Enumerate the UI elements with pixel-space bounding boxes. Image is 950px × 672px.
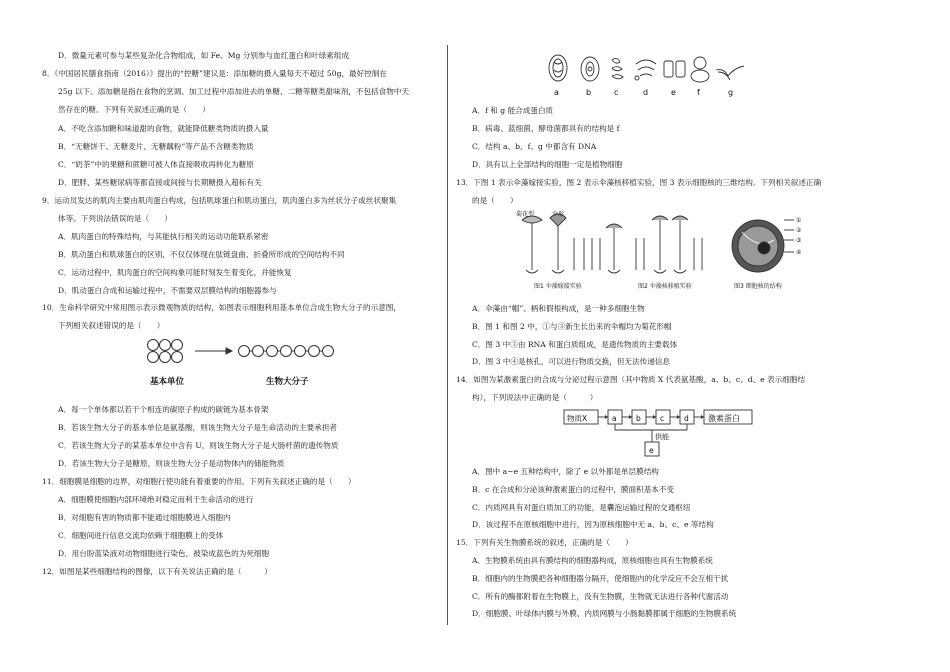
q13-option-c: C．图 3 中③由 RNA 和蛋白质组成，是遗传物质的主要载体 <box>472 340 678 349</box>
caption-figure2: 图2 伞藻核移植实验 <box>638 283 692 290</box>
q12-option-a: A．f 和 g 能合成蛋白质 <box>472 106 554 115</box>
q15-option-b: B．细胞内的生物膜把各种细胞器分隔开，使细胞内的化学反应不会互相干扰 <box>472 574 729 583</box>
q14-stem-line1: 14．如图为某激素蛋白的合成与分泌过程示意图（其中物质 X 代表氨基酸，a、b、c、d、e 表示细胞结 <box>456 375 806 384</box>
label-a: a <box>612 414 617 423</box>
q12-organelle-figure <box>540 48 770 98</box>
q13-acetabularia-figure <box>512 208 812 292</box>
q8-stem-line3: 然存在的糖。下列有关叙述正确的是（ ） <box>58 105 210 114</box>
organelle-f-icon <box>691 57 709 82</box>
fig-label-c: c <box>614 88 619 97</box>
polymer-chain <box>239 346 334 357</box>
q10-stem-line1: 10．生命科学研究中常用图示表示微观物质的结构，如图表示细胞利用基本单位合成生物大分子的示意图， <box>42 303 401 312</box>
q13-option-a: A．伞藻由“帽”、柄和假根构成，是一种多细胞生物 <box>472 304 645 313</box>
q9-option-b: B．肌动蛋白和肌球蛋白的区别，不仅仅体现在肽链盘曲、折叠所形成的空间结构不同 <box>58 250 345 259</box>
q15-option-a: A．生物膜系统由具有膜结构的细胞器构成，原核细胞也具有生物膜系统 <box>472 556 713 565</box>
q12-option-b: B．病毒、蓝细菌、酵母菌都具有的结构是 f <box>472 124 620 133</box>
q9-option-d: D．肌动蛋白合成和运输过程中，不需要双层膜结构的细胞器参与 <box>58 286 277 295</box>
q12-stem: 12．如图是某些细胞结构的图像，以下有关说法正确的是（ ） <box>42 567 272 576</box>
q9-option-a: A．肌肉蛋白的特殊结构，与其能执行相关的运动功能联系紧密 <box>58 232 269 241</box>
organelle-g-icon <box>716 66 744 80</box>
label-c: c <box>660 414 665 423</box>
organelle-b-icon <box>581 57 599 81</box>
nucleus-label-1: ① <box>796 217 802 224</box>
q11-option-d: D．用台盼蓝染液对动物细胞进行染色，被染成蓝色的为死细胞 <box>58 549 270 558</box>
monomer-circles <box>148 340 183 363</box>
q11-stem: 11．细胞膜是细胞的边界，对细胞行使功能有着重要的作用。下列有关叙述正确的是（ ） <box>42 477 356 486</box>
q8-option-d: D．肥胖、某些糖尿病等都直接或间接与长期糖摄入超标有关 <box>58 178 262 187</box>
q8-option-b: B．“无糖饼干、无糖麦片、无糖藕粉”等产品不含糖类物质 <box>58 142 254 151</box>
q10-option-d: D．若该生物大分子是糖原，则该生物大分子是动物体内的储能物质 <box>58 459 285 468</box>
column-divider <box>447 45 448 625</box>
q14-option-d: D．该过程不在原核细胞中进行，因为原核细胞中无 a、b、c、e 等结构 <box>472 520 714 529</box>
label-monomer: 基本单位 <box>150 377 185 387</box>
q12-option-d: D．具有以上全部结构的细胞一定是植物细胞 <box>472 160 623 169</box>
label-macromolecule: 生物大分子 <box>266 377 309 387</box>
organelle-e-icon <box>664 61 685 77</box>
label-hormone-protein: 激素蛋白 <box>708 414 740 423</box>
q8-option-a: A．不吃含添加糖和味道甜的食物，就能降低糖类物质的摄入量 <box>58 124 269 133</box>
q14-option-c: C．内质网具有对蛋白质加工的功能，是囊泡运输过程的交通枢纽 <box>472 503 691 512</box>
label-b: b <box>636 414 641 423</box>
label-substance-x: 物质X <box>567 414 588 423</box>
label-e: e <box>649 446 654 455</box>
q10-option-b: B．若该生物大分子的基本单位是氨基酸，则该生物大分子是生命活动的主要承担者 <box>58 423 337 432</box>
nucleus-label-4: ④ <box>796 249 802 256</box>
caption-figure3: 图3 细胞核的结构 <box>734 283 782 290</box>
q10-option-a: A．每一个单体都以若干个相连的碳原子构成的碳链为基本骨架 <box>58 405 269 414</box>
q9-stem-line1: 9．运动员发达的肌肉主要由肌肉蛋白构成，包括肌球蛋白和肌动蛋白，肌肉蛋白多为丝状分子或丝状聚集 <box>42 196 397 205</box>
q11-option-c: C．细胞间进行信息交流均依赖于细胞膜上的受体 <box>58 531 224 540</box>
q8-stem-line1: 8．《中国居民膳食指南（2016）》提出的“控糖”建议是：添加糖的摄入量每天不超过 50g，最好控制在 <box>42 69 388 78</box>
q10-option-c: C．若该生物大分子的某基本单位中含有 U，则该生物大分子是大肠杆菌的遗传物质 <box>58 441 339 450</box>
q14-secretion-flow <box>562 408 762 460</box>
label-d: d <box>684 414 689 423</box>
q14-stem-line2: 构），下列说法中正确的是（ ） <box>472 393 598 402</box>
q15-option-c: C．所有的酶都附着在生物膜上，没有生物膜，生物就无法进行各种代谢活动 <box>472 592 729 601</box>
q9-option-c: C．运动过程中，肌肉蛋白的空间构象可能时刻发生着变化，并能恢复 <box>58 268 292 277</box>
q12-option-c: C．结构 a、b、f、g 中都含有 DNA <box>472 142 597 151</box>
fig-label-b: b <box>586 88 592 97</box>
q15-option-d: D．细胞膜、叶绿体内膜与外膜、内质网膜与小肠黏膜都属于细胞的生物膜系统 <box>472 609 737 618</box>
q10-stem-line2: 下列相关叙述错误的是（ ） <box>58 321 165 330</box>
organelle-c-icon <box>612 58 623 78</box>
q15-stem: 15．下列有关生物膜系统的叙述，正确的是（ ） <box>456 538 633 547</box>
q13-option-d: D．图 3 中④是核孔，可以进行物质交换，但无法传递信息 <box>472 357 670 366</box>
fig-label-g: g <box>728 88 734 97</box>
q9-stem-line2: 体等。下列说法错误的是（ ） <box>58 214 172 223</box>
flow-arrowheads-icon <box>605 415 704 419</box>
nucleus-label-3: ③ <box>796 237 802 244</box>
label-umbrella: 伞形 <box>552 211 565 218</box>
label-chrysanthemum: 菊花型 <box>516 211 535 218</box>
organelle-a-icon <box>549 55 567 81</box>
q11-option-a: A．细胞膜使细胞内部环境绝对稳定而利于生命活动的进行 <box>58 495 254 504</box>
figure2-nuclear-transplant <box>636 216 702 273</box>
organelle-d-icon <box>635 60 656 80</box>
nucleus-label-2: ② <box>796 227 802 234</box>
label-energy-supply: 供能 <box>655 433 669 441</box>
q8-stem-line2: 25g 以下。添加糖是指在食物的烹调、加工过程中添加进去的单糖、二糖等糖类甜味剂，不包括食物中天 <box>58 87 410 96</box>
figure3-nucleus-icon <box>732 220 794 272</box>
q14-option-a: A．图中 a~e 五种结构中，除了 e 以外都是单层膜结构 <box>472 467 659 476</box>
arrow-icon <box>195 348 232 354</box>
q7-option-d: D．微量元素可参与某些复杂化合物组成，如 Fe、Mg 分别参与血红蛋白和叶绿素组成 <box>58 51 350 60</box>
q14-option-b: B．c 在合成和分泌该种激素蛋白的过程中，膜面积基本不变 <box>472 485 675 494</box>
q13-stem-line1: 13．下图 1 表示伞藻嫁接实验，图 2 表示伞藻核移植实验，图 3 表示细胞核的三维结构。下列相关叙述正确 <box>456 178 822 187</box>
q13-stem-line2: 的是（ ） <box>472 196 518 205</box>
fig-label-a: a <box>554 88 559 97</box>
q11-option-b: B．对细胞有害的物质都不能通过细胞膜进入细胞内 <box>58 513 231 522</box>
fig-label-d: d <box>643 88 649 97</box>
figure1-grafting <box>522 214 622 273</box>
fig-label-e: e <box>671 88 676 97</box>
q8-option-c: C．“奶茶”中的果糖和蔗糖可被人体直接吸收再转化为糖原 <box>58 160 254 169</box>
q13-option-b: B．图 1 和图 2 中，①与③新生长出来的伞帽均为菊花形帽 <box>472 322 672 331</box>
fig-label-f: f <box>697 88 700 97</box>
q10-monomer-polymer-figure <box>140 336 350 392</box>
caption-figure1: 图1 伞藻嫁接实验 <box>534 283 582 290</box>
